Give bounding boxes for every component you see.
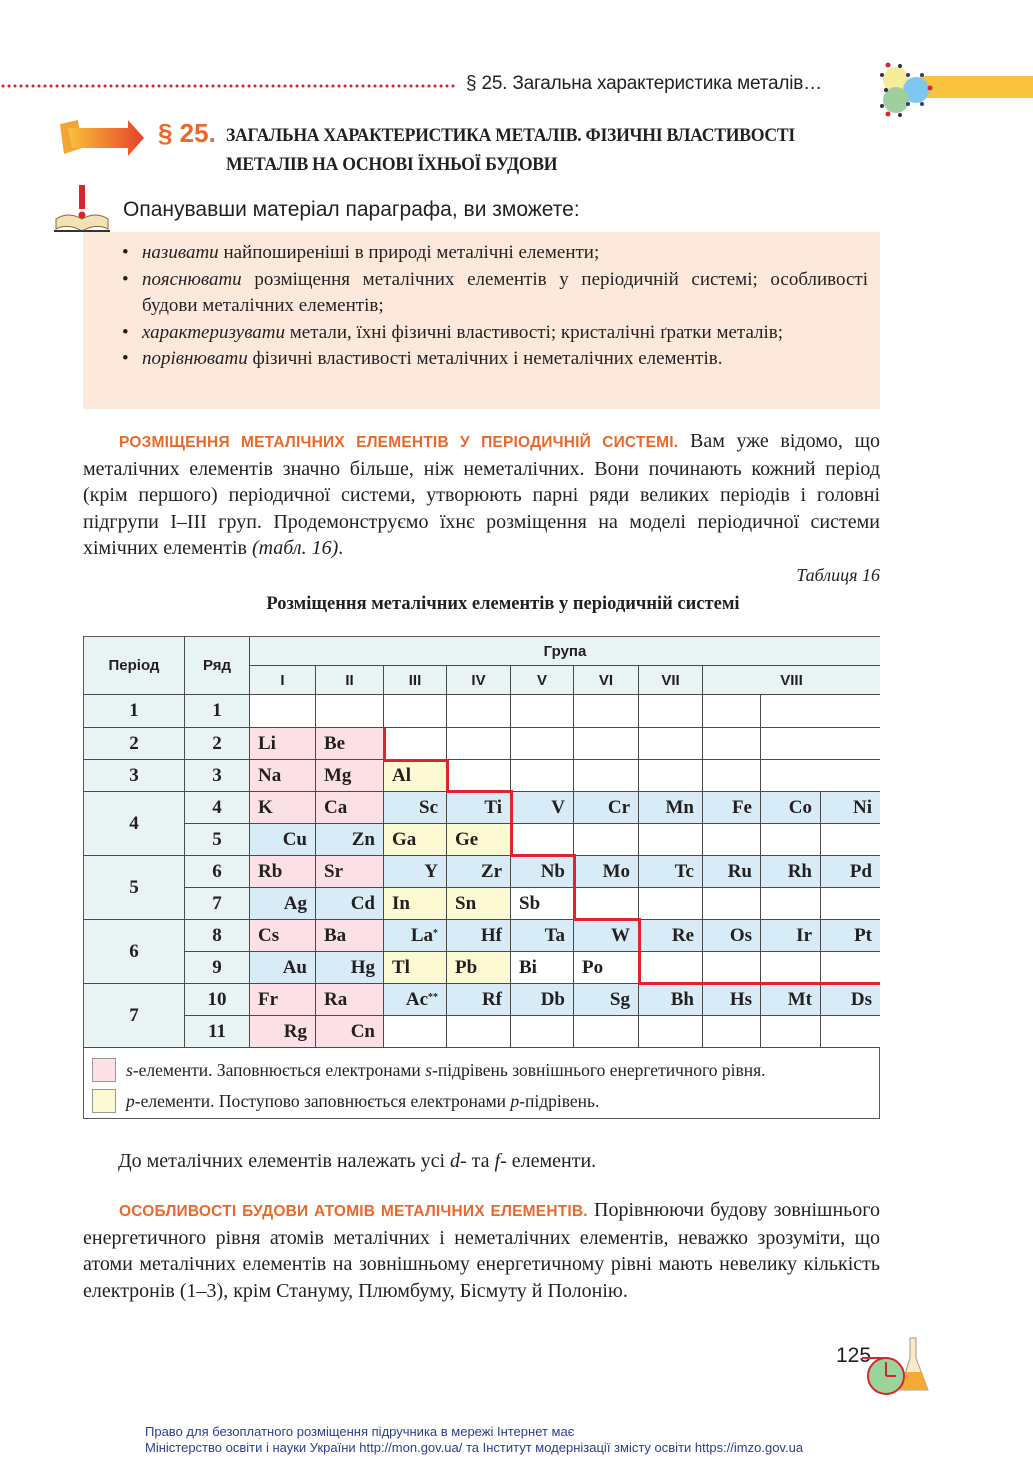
period-label: 5 (84, 856, 185, 920)
row-label: 2 (185, 728, 250, 760)
element-cell: Cr (574, 792, 639, 824)
header-group-vi: VI (574, 666, 639, 695)
legend-swatch-pink (92, 1058, 116, 1082)
section-title: ЗАГАЛЬНА ХАРАКТЕРИСТИКА МЕТАЛІВ. ФІЗИЧНІ ВЛАСТИВОСТІ МЕТАЛІВ НА ОСНОВІ ЇХНЬОЇ БУДОВИ (226, 125, 796, 175)
element-cell: Rf (447, 984, 511, 1016)
goal-item: • називати найпоширеніші в природі металічні елементи; (120, 240, 868, 267)
goals-list (120, 240, 868, 373)
metal-boundary-line (446, 759, 449, 793)
metal-boundary-line (510, 854, 575, 857)
element-cell: Ti (447, 792, 511, 824)
element-cell: Rg (250, 1016, 316, 1048)
element-cell-ac: Ac ** (384, 984, 447, 1016)
legend-s-elements: s-елементи. Заповнюється електронами s-підрівень зовнішнього енергетичного рівня. (92, 1058, 766, 1082)
period-label: 1 (84, 695, 185, 728)
metal-boundary-line (638, 918, 641, 984)
element-cell: Cu (250, 824, 316, 856)
element-cell: Ca (316, 792, 384, 824)
element-cell: Au (250, 952, 316, 984)
dotted-rule (0, 84, 455, 88)
table-number: Таблиця 16 (796, 565, 880, 585)
element-cell: Ra (316, 984, 384, 1016)
header-group-viii: VIII (703, 666, 880, 695)
metal-boundary-line (446, 790, 512, 793)
element-cell: K (250, 792, 316, 824)
element-cell: Rb (250, 856, 316, 888)
paragraph-atom-structure: ОСОБЛИВОСТІ БУДОВИ АТОМІВ МЕТАЛІЧНИХ ЕЛЕМЕНТІВ. Порівнюючи будову зовнішнього енергетичного рівня атомів металічних і неметалічних елементів, неважко зрозуміти, що атоми металічних елементів на зовнішньому енергетичному рівні мають невелику кількість електронів (1–3), крім Стануму, Плюмбуму, Бісмуту й Полонію. (83, 1199, 880, 1302)
header-group-iii: III (384, 666, 447, 695)
element-cell: Ds (821, 984, 880, 1016)
element-cell: Co (761, 792, 821, 824)
metal-boundary-line (510, 790, 513, 856)
header-group-iv: IV (447, 666, 511, 695)
element-cell: Al (384, 760, 447, 792)
element-cell: Pb (447, 952, 511, 984)
element-cell: Sn (447, 888, 511, 920)
element-cell: Tl (384, 952, 447, 984)
table-caption: Розміщення металічних елементів у періодичній системі (266, 594, 740, 614)
header-group-ii: II (316, 666, 384, 695)
header-group-v: V (511, 666, 574, 695)
goals-intro: Опанувавши матеріал параграфа, ви зможете: (123, 198, 580, 221)
element-cell: Ir (761, 920, 821, 952)
period-label: 7 (84, 984, 185, 1048)
element-cell: Ga (384, 824, 447, 856)
metal-boundary-line (383, 728, 386, 762)
element-cell: Nb (511, 856, 574, 888)
period-label: 6 (84, 920, 185, 984)
element-cell: Sb (511, 888, 574, 920)
row-label: 5 (185, 824, 250, 856)
element-cell: Na (250, 760, 316, 792)
element-cell: Ba (316, 920, 384, 952)
element-cell: Po (574, 952, 639, 984)
element-cell: V (511, 792, 574, 824)
element-cell: Pt (821, 920, 880, 952)
paragraph-lead: ОСОБЛИВОСТІ БУДОВИ АТОМІВ МЕТАЛІЧНИХ ЕЛЕМЕНТІВ. (119, 1203, 588, 1220)
element-cell: Zn (316, 824, 384, 856)
header-group-i: I (250, 666, 316, 695)
element-cell: Bh (639, 984, 703, 1016)
period-label: 3 (84, 760, 185, 792)
element-cell: Tc (639, 856, 703, 888)
element-cell: Ag (250, 888, 316, 920)
clock-flask-icon (862, 1336, 934, 1396)
metal-boundary-line (573, 918, 640, 921)
element-cell: Fe (703, 792, 761, 824)
element-cell: Hs (703, 984, 761, 1016)
element-cell: Zr (447, 856, 511, 888)
element-cell: In (384, 888, 447, 920)
metal-boundary-line (638, 982, 880, 985)
header-group: Група (250, 637, 880, 666)
open-book-exclamation-icon (52, 185, 112, 235)
element-cell: Cd (316, 888, 384, 920)
book-arrow-icon (58, 118, 146, 160)
row-label: 8 (185, 920, 250, 952)
element-cell: Mo (574, 856, 639, 888)
element-cell: W (574, 920, 639, 952)
element-cell: Pd (821, 856, 880, 888)
element-cell: Sr (316, 856, 384, 888)
element-cell: Li (250, 728, 316, 760)
element-cell: Ru (703, 856, 761, 888)
element-cell: Rh (761, 856, 821, 888)
metal-boundary-line (573, 854, 576, 920)
row-label: 1 (185, 695, 250, 728)
element-cell: Db (511, 984, 574, 1016)
element-cell: Os (703, 920, 761, 952)
element-cell: Ge (447, 824, 511, 856)
element-cell: Mn (639, 792, 703, 824)
element-cell: Mg (316, 760, 384, 792)
row-label: 11 (185, 1016, 250, 1048)
copyright-footer: Право для безоплатного розміщення підручника в мережі Інтернет має Міністерство освіти і науки України http://mon.gov.ua/ та Інститут модернізації змісту освіти https://imzo.gov.ua (145, 1424, 804, 1455)
period-label: 4 (84, 792, 185, 856)
element-cell: Sg (574, 984, 639, 1016)
paragraph-placement: РОЗМІЩЕННЯ МЕТАЛІЧНИХ ЕЛЕМЕНТІВ У ПЕРІОДИЧНІЙ СИСТЕМІ. Вам уже відомо, що металічних елементів значно більше, ніж неметалічних. Вони починають кожний період (крім першого) періодичної системи, утворюють парні ряди великих періодів і головні підгрупи I–III груп. Продемонструємо їхнє розміщення на моделі періодичної системи хімічних елементів (табл. 16). (83, 430, 880, 559)
header-period: Період (84, 637, 185, 695)
element-cell: Fr (250, 984, 316, 1016)
element-cell: Cs (250, 920, 316, 952)
element-cell: Ni (821, 792, 880, 824)
header-row: Ряд (185, 637, 250, 695)
element-cell: Re (639, 920, 703, 952)
periodic-table (83, 636, 880, 1119)
row-label: 10 (185, 984, 250, 1016)
page-number: 125 (836, 1344, 872, 1367)
legend-swatch-yellow (92, 1089, 116, 1113)
paragraph-lead: РОЗМІЩЕННЯ МЕТАЛІЧНИХ ЕЛЕМЕНТІВ У ПЕРІОДИЧНІЙ СИСТЕМІ. (119, 434, 679, 451)
table-reference: (табл. 16) (251, 536, 339, 559)
element-cell: Mt (761, 984, 821, 1016)
legend-p-elements: p-елементи. Поступово заповнюється електронами p-підрівень. (92, 1089, 599, 1113)
row-label: 4 (185, 792, 250, 824)
section-number: § 25. (158, 118, 216, 148)
row-label: 7 (185, 888, 250, 920)
element-cell: Cn (316, 1016, 384, 1048)
element-cell-la: La * (384, 920, 447, 952)
molecule-icon (878, 60, 938, 118)
row-label: 9 (185, 952, 250, 984)
running-title: § 25. Загальна характеристика металів… (466, 73, 822, 94)
element-cell: Sc (384, 792, 447, 824)
row-label: 6 (185, 856, 250, 888)
goal-item: • порівнювати фізичні властивості металічних і неметалічних елементів. (120, 346, 868, 373)
element-cell: Ta (511, 920, 574, 952)
element-cell: Bi (511, 952, 574, 984)
row-label: 3 (185, 760, 250, 792)
paragraph-d-f-elements: До металічних елементів належать усі d- та f- елементи. (118, 1150, 597, 1172)
header-group-vii: VII (639, 666, 703, 695)
element-cell: Hf (447, 920, 511, 952)
element-cell: Hg (316, 952, 384, 984)
metal-boundary-line (383, 759, 448, 762)
period-label: 2 (84, 728, 185, 760)
goal-item: • пояснювати розміщення металічних елементів у періодичній системі; особливості будови металічних елементів; (120, 267, 868, 320)
element-cell: Be (316, 728, 384, 760)
element-cell: Y (384, 856, 447, 888)
goal-item: • характеризувати метали, їхні фізичні властивості; кристалічні ґратки металів; (120, 320, 868, 347)
